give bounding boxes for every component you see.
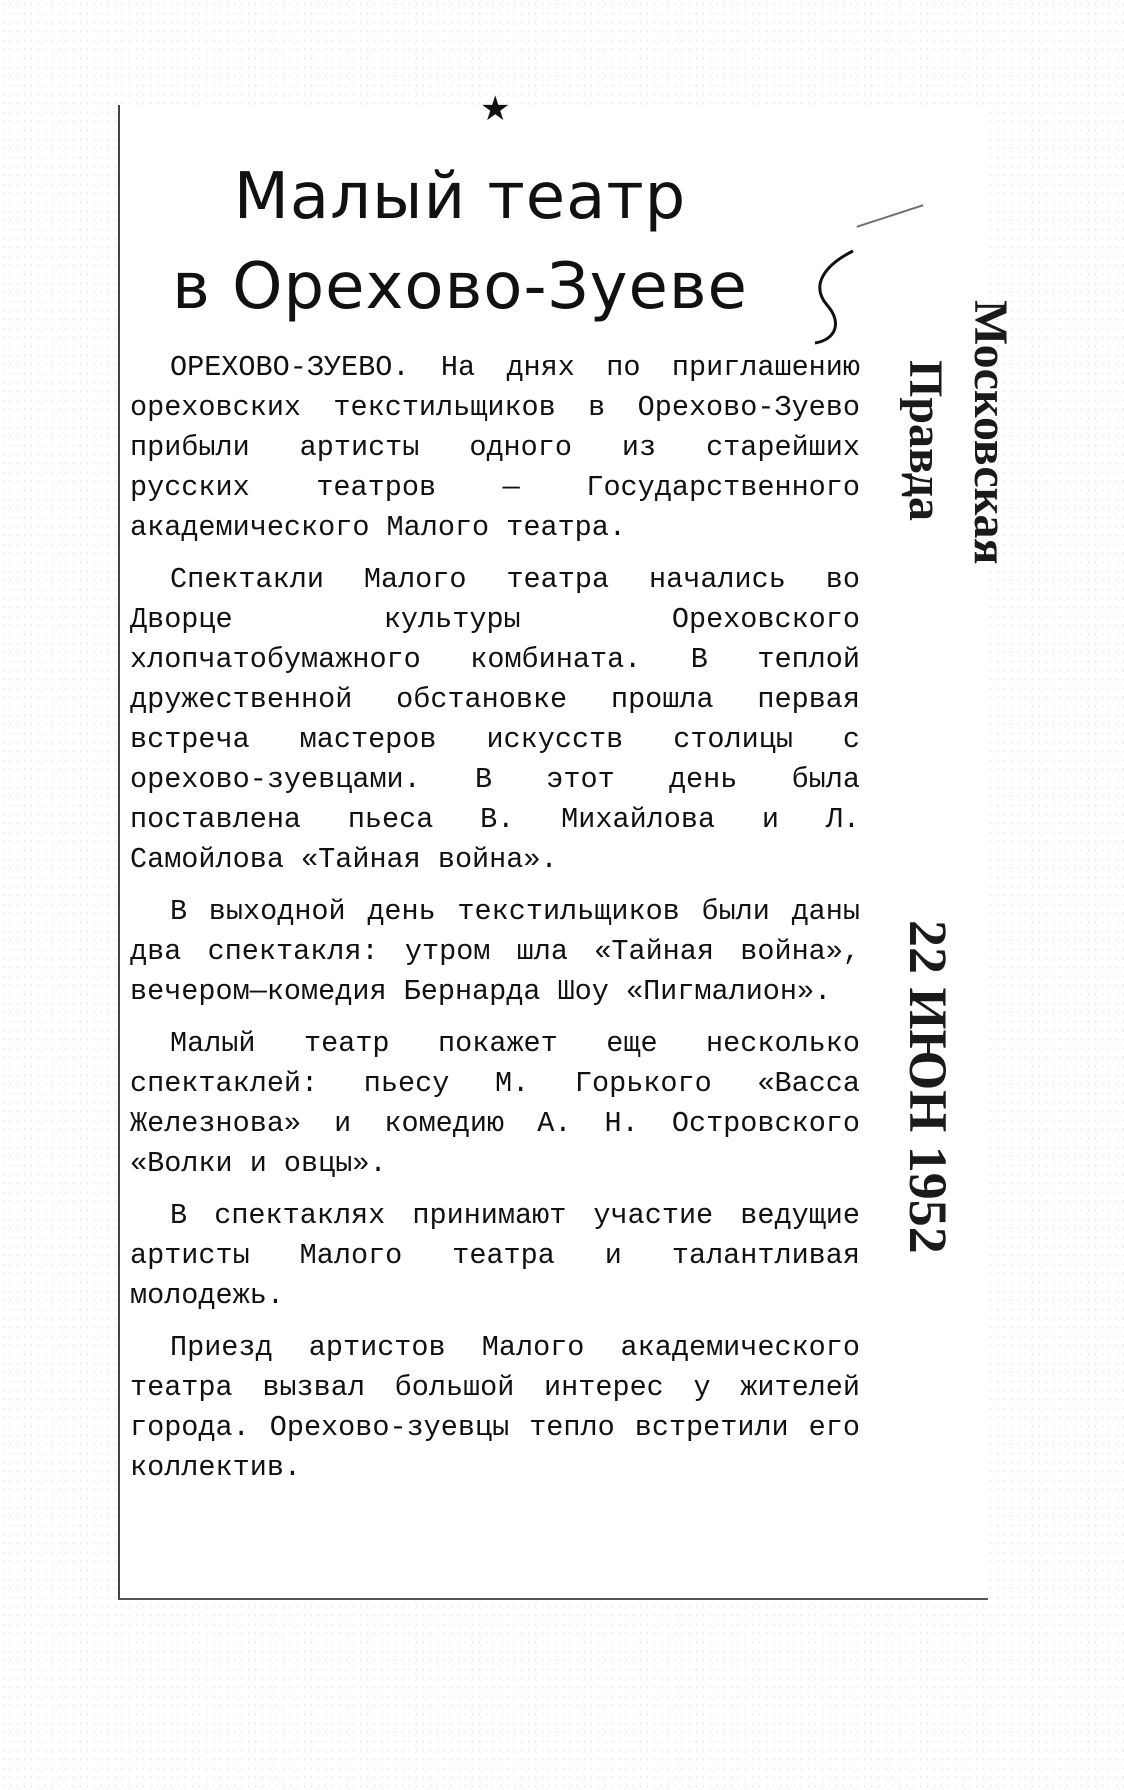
- marginal-source-note: [880, 300, 1120, 1600]
- star-ornament: ★: [480, 89, 511, 129]
- article-paragraph: В спектаклях принимают участие ведущие артисты Малого театра и талантливая молодежь.: [130, 1199, 860, 1312]
- source-date-stamp: 22 ИЮН 1952: [898, 920, 958, 1254]
- source-newspaper-line-1: Московская: [964, 300, 1017, 565]
- headline-line-1: Малый театр: [233, 160, 687, 234]
- article-paragraph: Спектакли Малого театра начались во Дворце культуры Ореховского хлопчатобумажного комбината. В теплой дружественной обстановке прошла первая встреча мастеров искусств столицы с орехово-зуевцами. В этот день была поставлена пьеса В. Михайлова и Л. Самойлова «Тайная война».: [130, 563, 860, 876]
- article-paragraph: Малый театр покажет еще несколько спектаклей: пьесу М. Горького «Васса Железнова» и комедию А. Н. Островского «Волки и овцы».: [130, 1027, 860, 1180]
- source-newspaper-line-2: Правда: [899, 360, 952, 522]
- headline-line-2: в Орехово-Зуеве: [172, 250, 748, 324]
- article-paragraph: ОРЕХОВО-ЗУЕВО. На днях по приглашению ореховских текстильщиков в Орехово-Зуево прибыли артисты одного из старейших русских театров — Государственного академического Малого театра.: [130, 351, 860, 544]
- article-paragraph: Приезд артистов Малого академического театра вызвал большой интерес у жителей города. Орехово-зуевцы тепло встретили его коллектив.: [130, 1331, 860, 1484]
- article-body: [130, 348, 860, 1500]
- handwritten-mark: [805, 245, 865, 345]
- article-paragraph: В выходной день текстильщиков были даны два спектакля: утром шла «Тайная война», вечером—комедия Бернарда Шоу «Пигмалион».: [130, 895, 860, 1008]
